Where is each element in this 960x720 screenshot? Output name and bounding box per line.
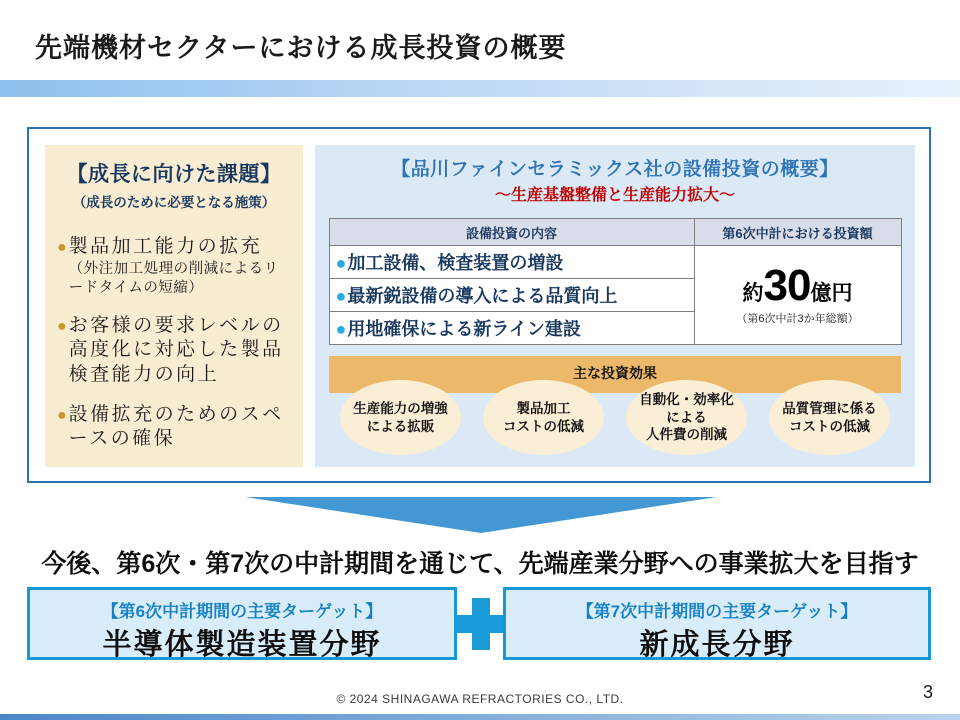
target-value: 半導体製造装置分野 <box>102 629 382 661</box>
page-title: 先端機材セクターにおける成長投資の概要 <box>35 33 567 63</box>
investment-effects-header: 主な投資効果 <box>329 356 901 393</box>
bullet-dot-icon: ● <box>57 406 67 424</box>
table-cell-text: 最新鋭設備の導入による品質向上 <box>347 286 618 306</box>
effect-text-line: 製品加工 <box>516 400 571 416</box>
table-header-row <box>329 219 901 246</box>
growth-challenges-list <box>57 235 293 452</box>
list-item <box>57 314 293 387</box>
investment-amount-cell <box>694 246 901 345</box>
investment-title: 【品川ファインセラミックス社の設備投資の概要】 <box>391 159 839 180</box>
bottom-accent-bar <box>0 714 960 720</box>
amount-value: 30 <box>763 261 811 310</box>
conclusion-statement: 今後、第6次・第7次の中計期間を通じて、先端産業分野への事業拡大を目指す <box>41 550 919 578</box>
growth-challenges-box <box>45 145 303 467</box>
amount-prefix: 約 <box>742 282 764 305</box>
effect-text-line: コストの低減 <box>789 418 870 434</box>
bullet-dot-icon: ● <box>335 286 347 306</box>
list-item-text: 製品加工能力の拡充 <box>68 236 263 257</box>
table-cell-text: 加工設備、検査装置の増設 <box>347 253 564 273</box>
list-item-body <box>69 235 287 298</box>
effect-text-line: による <box>666 409 707 425</box>
list-item-note: （外注加工処理の削減によるリードタイムの短縮） <box>68 261 279 297</box>
down-arrow-icon <box>245 497 717 533</box>
table-cell-text: 用地確保による新ライン建設 <box>347 319 581 339</box>
bullet-dot-icon: ● <box>57 318 67 335</box>
effect-oval <box>626 380 747 455</box>
effect-text-line: コストの低減 <box>503 418 584 434</box>
amount-note: （第6次中計3か年総額） <box>736 313 859 325</box>
investment-effects-list <box>329 380 901 455</box>
investment-overview-panel <box>315 145 915 467</box>
effect-text-line: 品質管理に係る <box>782 400 877 416</box>
growth-challenges-title: 【成長に向けた課題】 <box>66 163 282 186</box>
investment-amount <box>695 261 901 310</box>
target-box-6th-plan <box>27 587 457 660</box>
table-row <box>329 246 901 279</box>
column-header-content: 設備投資の内容 <box>329 219 694 246</box>
plus-icon <box>455 598 507 650</box>
effect-oval <box>340 380 461 455</box>
page-number: 3 <box>922 682 933 702</box>
table-cell-item <box>329 312 694 345</box>
target-label: 【第6次中計期間の主要ターゲット】 <box>101 602 383 621</box>
bullet-dot-icon: ● <box>335 253 347 273</box>
column-header-amount: 第6次中計における投資額 <box>694 219 901 246</box>
effect-text-line: 自動化・効率化 <box>639 392 734 408</box>
list-item-text: お客様の要求レベルの高度化に対応した製品検査能力の向上 <box>68 315 284 385</box>
table-cell-item <box>329 279 694 312</box>
list-item <box>57 235 293 298</box>
target-box-7th-plan <box>503 587 931 660</box>
effect-text-line: による拡販 <box>366 418 435 434</box>
list-item-text: 設備拡充のためのスペースの確保 <box>68 403 284 450</box>
effect-oval <box>483 380 604 455</box>
table-cell-item <box>329 246 694 279</box>
list-item-body <box>69 403 287 452</box>
target-value: 新成長分野 <box>639 629 795 661</box>
investment-table <box>329 218 902 345</box>
effect-text-line: 生産能力の増強 <box>353 400 448 416</box>
investment-subtitle: ～生産基盤整備と生産能力拡大～ <box>494 187 735 204</box>
amount-unit: 億円 <box>810 282 853 305</box>
list-item-body <box>69 314 287 387</box>
list-item <box>57 403 293 452</box>
overview-container <box>27 127 931 483</box>
title-accent-bar <box>0 80 960 97</box>
plus-icon-horizontal-bar <box>455 615 507 633</box>
growth-challenges-subtitle: （成長のために必要となる施策） <box>72 195 276 210</box>
target-label: 【第7次中計期間の主要ターゲット】 <box>576 602 858 621</box>
bullet-dot-icon: ● <box>335 319 347 339</box>
bullet-dot-icon: ● <box>57 239 67 256</box>
effect-oval <box>769 380 890 455</box>
footer-copyright: © 2024 SHINAGAWA REFRACTORIES CO., LTD. <box>336 692 624 706</box>
effect-text-line: 人件費の削減 <box>646 427 727 443</box>
